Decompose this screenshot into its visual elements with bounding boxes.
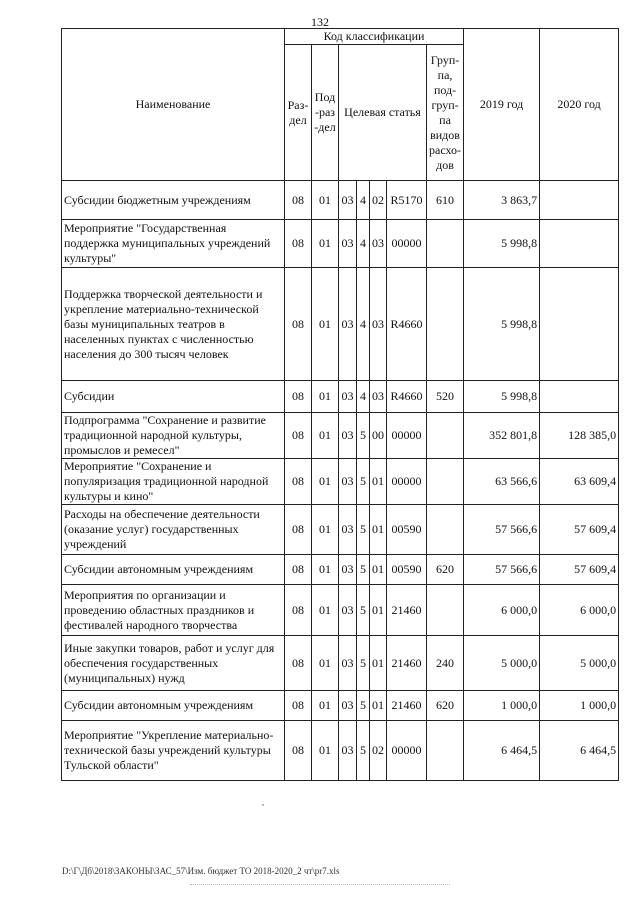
row-name: Мероприятие "Государственная поддержка муниципальных учреждений культуры" — [62, 220, 285, 268]
row-subsection: 01 — [312, 555, 339, 585]
row-target-program: 03 — [339, 268, 357, 381]
row-expense-group — [427, 413, 464, 459]
row-target-program: 03 — [339, 721, 357, 781]
row-value-2020: 63 609,4 — [540, 459, 619, 505]
row-target-program: 03 — [339, 220, 357, 268]
table-row — [62, 381, 619, 413]
header-name: Наименование — [62, 29, 285, 181]
table-row — [62, 505, 619, 555]
row-target-program: 03 — [339, 505, 357, 555]
row-target-direction: 21460 — [387, 585, 427, 636]
row-target-direction: 00000 — [387, 220, 427, 268]
row-section: 08 — [285, 220, 312, 268]
row-target-direction: 00590 — [387, 555, 427, 585]
row-target-subprogram: 4 — [357, 268, 370, 381]
row-name: Иные закупки товаров, работ и услуг для обеспечения государственных (муниципальных) нужд — [62, 636, 285, 691]
row-value-2019: 57 566,6 — [464, 555, 540, 585]
table-row — [62, 181, 619, 220]
row-name: Субсидии — [62, 381, 285, 413]
row-target-program: 03 — [339, 691, 357, 721]
row-target-direction: 21460 — [387, 636, 427, 691]
row-target-subprogram: 5 — [357, 691, 370, 721]
row-name: Мероприятие "Укрепление материально-технической базы учреждений культуры Тульской области" — [62, 721, 285, 781]
header-section: Раз-дел — [285, 45, 312, 181]
row-value-2019: 63 566,6 — [464, 459, 540, 505]
row-target-program: 03 — [339, 413, 357, 459]
row-value-2019: 5 998,8 — [464, 381, 540, 413]
row-section: 08 — [285, 721, 312, 781]
row-name: Расходы на обеспечение деятельности (оказание услуг) государственных учреждений — [62, 505, 285, 555]
row-expense-group: 240 — [427, 636, 464, 691]
row-subsection: 01 — [312, 268, 339, 381]
row-target-event: 03 — [370, 220, 387, 268]
row-name: Мероприятие "Сохранение и популяризация традиционной народной культуры и кино" — [62, 459, 285, 505]
table-row — [62, 268, 619, 381]
row-target-event: 01 — [370, 459, 387, 505]
footer-path: D:\Г\Дб\2018\ЗАКОНЫ\ЗАС_57\Изм. бюджет ТО 2018-2020_2 чт\pr7.xls — [62, 866, 340, 876]
row-value-2020: 57 609,4 — [540, 555, 619, 585]
row-expense-group: 620 — [427, 555, 464, 585]
row-target-direction: 21460 — [387, 691, 427, 721]
row-target-event: 01 — [370, 555, 387, 585]
row-target-program: 03 — [339, 555, 357, 585]
row-target-direction: R4660 — [387, 381, 427, 413]
scan-artifact-line — [190, 884, 450, 886]
row-name: Подпрограмма "Сохранение и развитие традиционной народной культуры, промыслов и ремесел" — [62, 413, 285, 459]
row-target-program: 03 — [339, 636, 357, 691]
row-value-2019: 6 000,0 — [464, 585, 540, 636]
table-row — [62, 220, 619, 268]
row-target-subprogram: 4 — [357, 220, 370, 268]
row-section: 08 — [285, 505, 312, 555]
row-expense-group — [427, 585, 464, 636]
row-section: 08 — [285, 636, 312, 691]
row-subsection: 01 — [312, 585, 339, 636]
row-expense-group — [427, 268, 464, 381]
row-target-direction: 00000 — [387, 413, 427, 459]
row-section: 08 — [285, 691, 312, 721]
row-section: 08 — [285, 555, 312, 585]
table-row — [62, 459, 619, 505]
page-number: 132 — [311, 15, 329, 29]
row-target-subprogram: 5 — [357, 721, 370, 781]
row-name: Мероприятия по организации и проведению областных праздников и фестивалей народного творчества — [62, 585, 285, 636]
row-value-2019: 57 566,6 — [464, 505, 540, 555]
row-value-2019: 1 000,0 — [464, 691, 540, 721]
row-target-direction: R4660 — [387, 268, 427, 381]
row-target-program: 03 — [339, 459, 357, 505]
row-value-2019: 5 000,0 — [464, 636, 540, 691]
header-subsection: Под-раз-дел — [312, 45, 339, 181]
row-target-direction: R5170 — [387, 181, 427, 220]
row-value-2019: 6 464,5 — [464, 721, 540, 781]
header-year-2020: 2020 год — [540, 29, 619, 181]
table-row — [62, 555, 619, 585]
table-body — [62, 181, 619, 781]
row-value-2020 — [540, 220, 619, 268]
row-target-subprogram: 5 — [357, 505, 370, 555]
budget-table — [61, 28, 619, 781]
row-subsection: 01 — [312, 459, 339, 505]
row-value-2020: 57 609,4 — [540, 505, 619, 555]
row-expense-group: 520 — [427, 381, 464, 413]
row-name: Субсидии автономным учреждениям — [62, 691, 285, 721]
row-value-2020: 1 000,0 — [540, 691, 619, 721]
row-value-2020: 6 464,5 — [540, 721, 619, 781]
row-target-event: 00 — [370, 413, 387, 459]
row-name: Поддержка творческой деятельности и укрепление материально-технической базы муниципальных театров в населенных пунктах с численностью населения до 300 тысяч человек — [62, 268, 285, 381]
row-target-event: 01 — [370, 636, 387, 691]
row-value-2019: 5 998,8 — [464, 268, 540, 381]
row-value-2019: 3 863,7 — [464, 181, 540, 220]
row-subsection: 01 — [312, 505, 339, 555]
row-target-subprogram: 5 — [357, 585, 370, 636]
row-target-subprogram: 5 — [357, 636, 370, 691]
row-expense-group: 620 — [427, 691, 464, 721]
row-section: 08 — [285, 381, 312, 413]
row-expense-group: 610 — [427, 181, 464, 220]
row-target-subprogram: 4 — [357, 181, 370, 220]
row-subsection: 01 — [312, 636, 339, 691]
row-target-subprogram: 5 — [357, 459, 370, 505]
row-section: 08 — [285, 585, 312, 636]
scan-speck — [262, 804, 264, 806]
row-name: Субсидии бюджетным учреждениям — [62, 181, 285, 220]
row-expense-group — [427, 459, 464, 505]
row-value-2020 — [540, 268, 619, 381]
row-value-2020: 5 000,0 — [540, 636, 619, 691]
row-expense-group — [427, 721, 464, 781]
header-year-2019: 2019 год — [464, 29, 540, 181]
row-target-event: 03 — [370, 268, 387, 381]
row-section: 08 — [285, 459, 312, 505]
table-row — [62, 413, 619, 459]
row-target-event: 02 — [370, 181, 387, 220]
row-target-subprogram: 4 — [357, 381, 370, 413]
row-target-event: 03 — [370, 381, 387, 413]
row-subsection: 01 — [312, 220, 339, 268]
row-subsection: 01 — [312, 181, 339, 220]
row-value-2020: 128 385,0 — [540, 413, 619, 459]
row-target-subprogram: 5 — [357, 413, 370, 459]
row-target-program: 03 — [339, 381, 357, 413]
row-value-2019: 5 998,8 — [464, 220, 540, 268]
row-expense-group — [427, 505, 464, 555]
row-subsection: 01 — [312, 721, 339, 781]
row-name: Субсидии автономным учреждениям — [62, 555, 285, 585]
row-target-direction: 00000 — [387, 459, 427, 505]
table-header — [62, 29, 619, 181]
row-value-2019: 352 801,8 — [464, 413, 540, 459]
table-row — [62, 636, 619, 691]
row-subsection: 01 — [312, 413, 339, 459]
row-target-event: 01 — [370, 505, 387, 555]
row-target-event: 01 — [370, 691, 387, 721]
table-row — [62, 691, 619, 721]
row-target-event: 02 — [370, 721, 387, 781]
row-target-event: 01 — [370, 585, 387, 636]
row-value-2020: 6 000,0 — [540, 585, 619, 636]
row-target-program: 03 — [339, 181, 357, 220]
row-section: 08 — [285, 181, 312, 220]
row-target-direction: 00590 — [387, 505, 427, 555]
row-value-2020 — [540, 381, 619, 413]
row-value-2020 — [540, 181, 619, 220]
row-expense-group — [427, 220, 464, 268]
header-target: Целевая статья — [339, 45, 427, 181]
row-target-program: 03 — [339, 585, 357, 636]
row-section: 08 — [285, 413, 312, 459]
header-group: Груп-па, под-груп-па видов расхо-дов — [427, 45, 464, 181]
row-section: 08 — [285, 268, 312, 381]
row-target-subprogram: 5 — [357, 555, 370, 585]
row-subsection: 01 — [312, 691, 339, 721]
table-row — [62, 721, 619, 781]
row-target-direction: 00000 — [387, 721, 427, 781]
table-row — [62, 585, 619, 636]
header-code: Код классификации — [285, 29, 464, 45]
row-subsection: 01 — [312, 381, 339, 413]
